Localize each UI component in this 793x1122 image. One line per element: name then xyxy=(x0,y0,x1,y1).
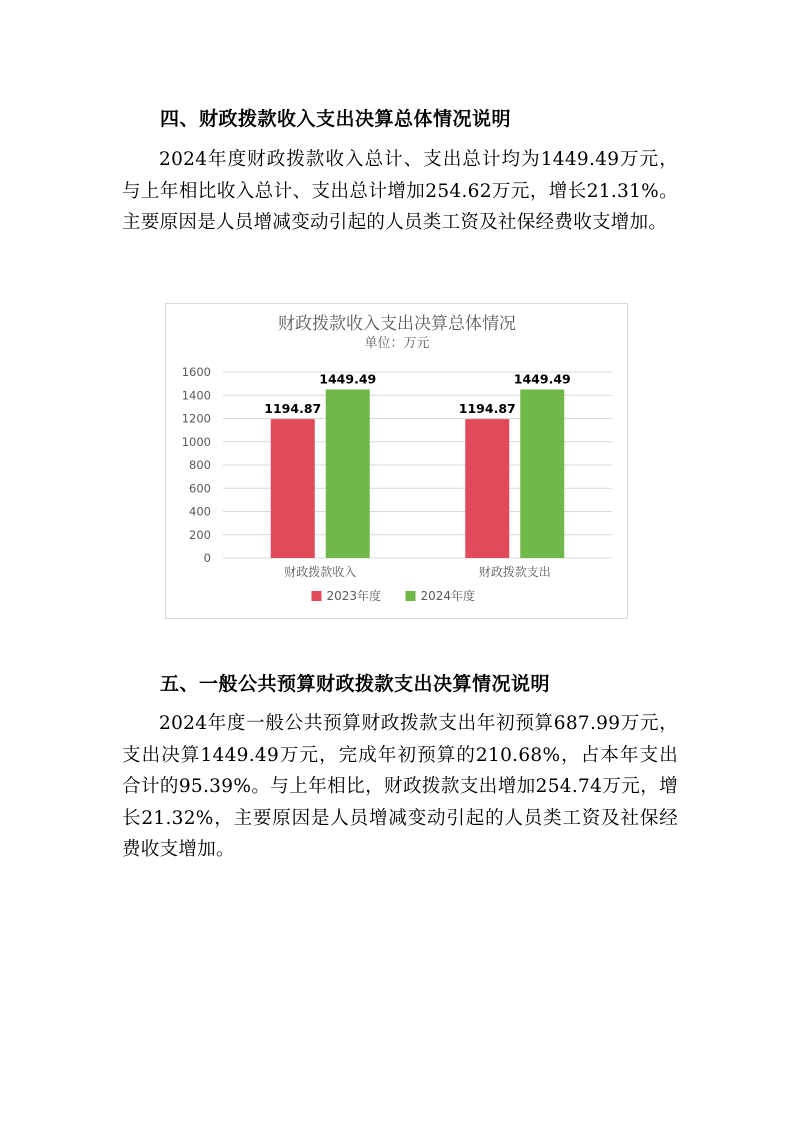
x-tick-label: 财政拨款收入 xyxy=(284,565,357,579)
y-tick-label: 800 xyxy=(189,458,211,472)
y-tick-label: 1600 xyxy=(181,365,211,379)
data-label: 1194.87 xyxy=(458,401,516,417)
y-tick-label: 600 xyxy=(189,481,211,496)
y-tick-label: 0 xyxy=(203,551,211,565)
section4-paragraph: 2024年度财政拨款收入总计、支出总计均为1449.49万元，与上年相比收入总计、支出总计增加254.62万元，增长21.31%。主要原因是人员增减变动引起的人员类工资及社保经费收支增加。 xyxy=(122,149,678,233)
bar xyxy=(326,389,370,558)
chart-subtitle: 单位：万元 xyxy=(364,336,430,351)
y-tick-label: 1200 xyxy=(181,411,211,426)
section5-heading: 五、一般公共预算财政拨款支出决算情况说明 xyxy=(160,673,551,695)
y-tick-label: 1000 xyxy=(181,434,211,449)
chart-title: 财政拨款收入支出决算总体情况 xyxy=(278,314,516,334)
legend-label: 2024年度 xyxy=(420,589,476,603)
x-tick-label: 财政拨款支出 xyxy=(478,565,551,579)
bar xyxy=(465,419,509,558)
data-label: 1449.49 xyxy=(513,371,571,387)
bar-chart xyxy=(166,304,627,618)
section4-heading: 四、财政拨款收入支出决算总体情况说明 xyxy=(160,108,512,130)
bar xyxy=(520,389,564,558)
data-label: 1449.49 xyxy=(319,371,377,387)
y-tick-label: 400 xyxy=(189,504,211,519)
data-label: 1194.87 xyxy=(264,401,322,417)
legend-swatch xyxy=(312,591,322,601)
y-tick-label: 1400 xyxy=(181,388,211,403)
legend-swatch xyxy=(406,591,416,601)
bar xyxy=(271,419,315,558)
legend-label: 2023年度 xyxy=(326,589,382,603)
section5-paragraph: 2024年度一般公共预算财政拨款支出年初预算687.99万元，支出决算1449.49万元，完成年初预算的210.68%，占本年支出合计的95.39%。与上年相比，财政拨款支出增加254.74万元，增长21.32%，主要原因是人员增减变动引起的人员类工资及社保经费收支增加。 xyxy=(122,713,678,860)
y-tick-label: 200 xyxy=(189,527,211,542)
chart-container xyxy=(165,303,628,619)
